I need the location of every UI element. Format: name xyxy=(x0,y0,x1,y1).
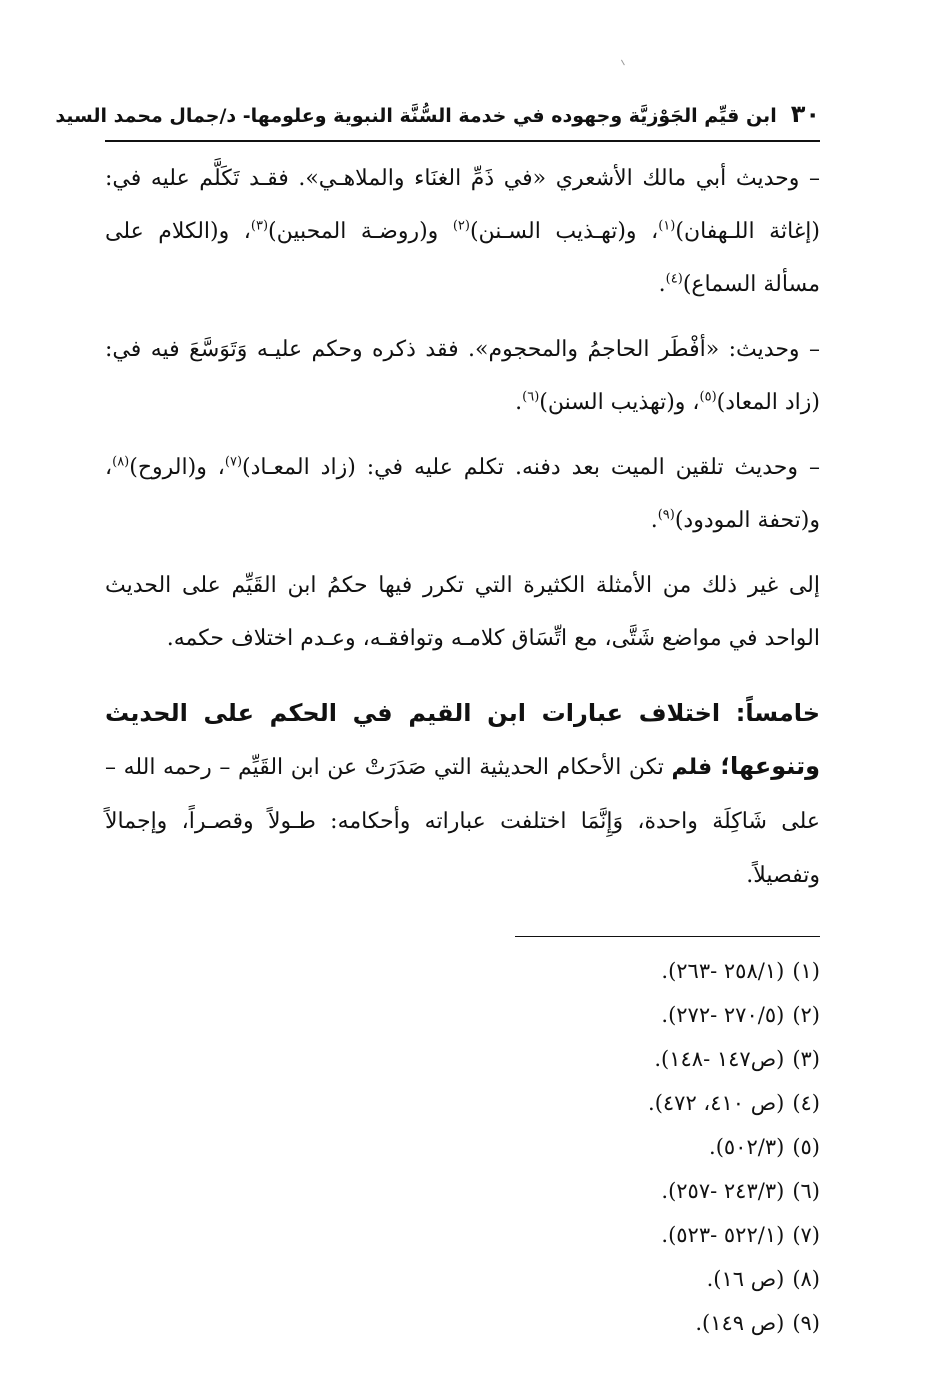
footnote-separator xyxy=(515,936,820,937)
paragraph-talqin-hadith xyxy=(105,441,820,547)
paragraph-text: ، و(تهذيب السنن) xyxy=(539,390,700,415)
footnote-ref: (٥) xyxy=(699,389,717,405)
footnote xyxy=(105,1257,820,1301)
section-heading: خامساً: اختلاف عبارات ابن القيم في الحكم على الحديث وتنوعها؛ xyxy=(105,699,820,780)
footnote-text: (ص ٤١٠، ٤٧٢). xyxy=(648,1091,785,1115)
paragraph-text: ، و(تهـذيب السـنن) xyxy=(469,219,659,244)
footnote xyxy=(105,1301,820,1345)
footnote-ref: (٦) xyxy=(522,389,540,405)
footnote-text: (ص ١٦). xyxy=(706,1267,785,1291)
footnote-number: (٥) xyxy=(792,1135,820,1159)
footnote-number: (٢) xyxy=(792,1003,820,1027)
footnote-number: (٣) xyxy=(792,1047,820,1071)
paragraph-text: – وحديث تلقين الميت بعد دفنه. تكلم عليه في: (زاد المعـاد) xyxy=(242,455,820,480)
paragraph-malik-hadith xyxy=(105,152,820,311)
page xyxy=(55,100,820,1360)
footnote-number: (١) xyxy=(792,959,820,983)
footnote-ref: (٢) xyxy=(452,218,470,234)
footnotes-list xyxy=(105,949,820,1345)
footnote-text: (٢٤٣/٣ -٢٥٧). xyxy=(661,1179,785,1203)
footnote xyxy=(105,1081,820,1125)
paragraph-text: ، و(الروح) xyxy=(129,455,225,480)
running-title: ابن قيِّم الجَوْزيَّة وجهوده في خدمة السُّنَّة النبوية وعلومها- د/جمال محمد السيد xyxy=(55,105,777,127)
footnote-number: (٧) xyxy=(792,1223,820,1247)
paragraph-text: – وحديث: «أفْطَر الحاجمُ والمحجوم». فقد ذكره وحكم عليـه وَتَوَسَّعَ فيه في: (زاد المعاد) xyxy=(105,337,820,415)
footnote-ref: (٤) xyxy=(665,271,683,287)
footnote-text: (٢٧٠/٥ -٢٧٢). xyxy=(661,1003,785,1027)
paragraph-text: و(روضـة المحبين) xyxy=(268,219,453,244)
footnote-number: (٩) xyxy=(792,1311,820,1335)
footnote xyxy=(105,1125,820,1169)
footnote-ref: (١) xyxy=(658,218,676,234)
footnote xyxy=(105,1037,820,1081)
paragraph-text: ، و(الكلام على مسألة السماع) xyxy=(105,219,820,297)
paragraph-text: إلى غير ذلك من الأمثلة الكثيرة التي تكرر فيها حكمُ ابن القَيِّم على الحديث الواحد في مواضع شَتَّى، مع اتِّسَاق كلامـه وتوافقـه، وعـدم اختلاف حكمه. xyxy=(105,573,820,651)
page-header xyxy=(55,100,820,142)
paragraph-text: . xyxy=(658,272,666,297)
footnote-text: (٥٠٢/٣). xyxy=(709,1135,785,1159)
paragraph-hajim-hadith xyxy=(105,323,820,429)
section-lead-word: فلم xyxy=(671,755,713,780)
footnote-text: (ص ١٤٩). xyxy=(695,1311,785,1335)
footnote xyxy=(105,993,820,1037)
paragraph-text: ، و(تحفة المودود) xyxy=(105,455,820,533)
page-number: ٣٠ xyxy=(790,100,820,128)
footnote-text: (٢٥٨/١ -٢٦٣). xyxy=(661,959,785,983)
page-body xyxy=(105,152,820,1345)
paragraph-text: – وحديث أبي مالك الأشعري «في ذَمِّ الغنَاء والملاهـي». فقـد تَكَلَّم عليه في: (إغاثة اللـهفان) xyxy=(105,166,820,244)
footnote-ref: (٧) xyxy=(224,454,243,470)
footnote-text: (٥٢٢/١ -٥٢٣). xyxy=(661,1223,785,1247)
scan-mark xyxy=(621,57,630,66)
footnote-ref: (٩) xyxy=(657,507,675,523)
footnote xyxy=(105,1169,820,1213)
footnote xyxy=(105,949,820,993)
footnote-number: (٨) xyxy=(792,1267,820,1291)
paragraph-summary xyxy=(105,559,820,665)
footnote-ref: (٨) xyxy=(112,454,130,470)
paragraph-text: . xyxy=(515,390,523,415)
footnote-number: (٦) xyxy=(792,1179,820,1203)
footnote-ref: (٣) xyxy=(250,218,269,234)
section-body: تكن الأحكام الحديثية التي صَدَرَتْ عن ابن القَيِّم – رحمه الله – على شَاكِلَة واحدة، وَإِنَّمَا اختلفت عباراته وأحكامه: طـولاً وقصـراً، وإجمالاً وتفصيلاً. xyxy=(105,755,820,888)
footnote xyxy=(105,1213,820,1257)
section-five xyxy=(105,687,820,902)
paragraph-text: . xyxy=(650,508,658,533)
footnote-number: (٤) xyxy=(792,1091,820,1115)
footnote-text: (ص١٤٧ -١٤٨). xyxy=(654,1047,785,1071)
